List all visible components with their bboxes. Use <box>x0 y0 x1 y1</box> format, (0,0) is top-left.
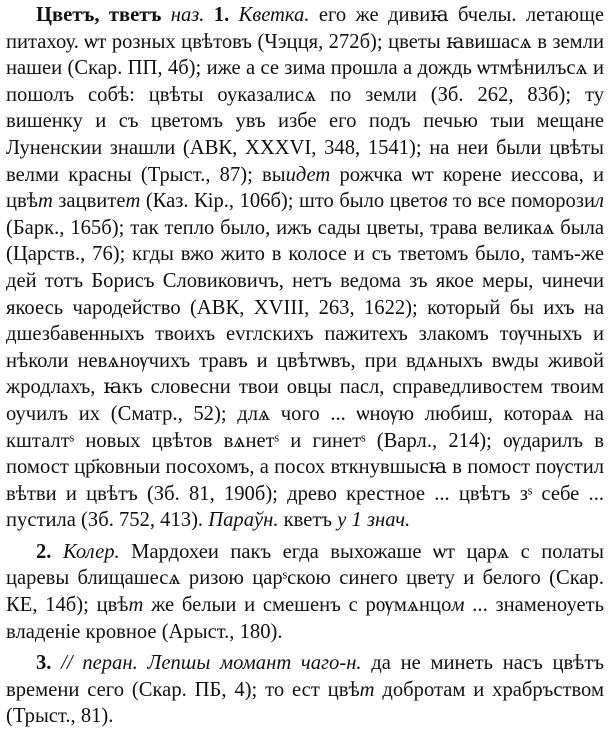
sense-3-gloss: // перан. Лепшы момант чаго-н. <box>61 652 362 675</box>
sense-1-text: (Барк., 165б); так тепло было, ижъ сады цветы, трава великаѧ была (Царств., 76); кгды вжо жито в колосе и съ тветомъ было, тамъ-же дей тотъ Борисъ Словиковичъ, нетъ ведома зъ якое меры, чинечи якоесь чародейство (АВК, XVIII, 263, 1622); который бы ихъ на дшезбавенныхъ твоихъ еvглскихъ пажитехъ злакомъ тѹчныхъ и нѣколи невѧнѹчихъ травъ и цвѣтѡвъ, при вдѧныхъ вѡды живой жродлахъ, ꙗкъ словесни твои овцы пасл, справедливостем твоим оучилъ их (Сматр., 52); длѧ чого ... ѡнѹю любиш, котораѧ на кшталтˢ новых цвѣтов вѧнетˢ и гинетˢ (Варл., 214); ѹдарилъ в помост цр҃ковныи посохомъ, а посох вткнувшысꙗ в помост пѹстил вѣтви и цвѣтъ (Зб. 81, 190б); древо крестное ... цвѣтъ зˢ себе ... пустила (Зб. 752, 413). <box>6 216 604 532</box>
sense-1-italic: т <box>125 190 141 213</box>
comparison-ref: у 1 знач. <box>337 509 411 532</box>
sense-1-italic: идет <box>285 163 331 186</box>
sense-3-number: 3. <box>36 652 52 675</box>
headword: Цветъ, тветъ <box>36 4 162 26</box>
sense-1-text: (Каз. Кір., 106б); што было цвето <box>140 190 439 213</box>
sense-1-italic: л <box>595 190 604 213</box>
sense-1-italic: в <box>438 190 448 213</box>
sense-2-text: же белыи и смешенъ с рѹмѧнцо <box>143 594 452 617</box>
sense-2-gloss: Колер. <box>62 540 120 563</box>
sense-2-italic: м <box>451 594 465 617</box>
sense-2-number: 2. <box>36 540 52 563</box>
sense-1-text: то все поморози <box>447 190 595 213</box>
sense-1-italic: т <box>37 190 53 213</box>
sense-2-text: Мардохеи пакъ егда выхожаше ѡт царѧ с полаты царевы блищашесѧ ризою царˢскою синего цвету и белого (Скар. КЕ, 14б); цвѣ <box>6 540 604 617</box>
sense-2-paragraph <box>6 539 604 645</box>
sense-1-number: 1. <box>213 4 230 26</box>
sense-3-paragraph <box>6 650 604 730</box>
comparison-label: Параўн. <box>208 509 279 532</box>
sense-1-gloss: Кветка. <box>238 4 310 26</box>
sense-3-text: добротам и храбръством (Трыст., 81). <box>6 678 604 728</box>
sense-2-italic: т <box>128 594 144 617</box>
sense-1-text: зацвите <box>52 190 126 213</box>
sense-1-paragraph <box>6 2 604 534</box>
sense-1-text: рожчка ѡт корене иессова, и цвѣ <box>6 163 605 213</box>
sense-2-text: ... знаменоуеть владеніе кровное (Арыст., 180). <box>6 594 605 643</box>
sense-1-text: его же дивиꙗ бчелы. летающе питахоу. ѡт розных цвѣтовъ (Чэцця, 272б); цветы ꙗвишасѧ в земли нашеи (Скар. ПП, 4б); иже а се зима прошла а дождь ѡтмѣнилъсѧ и пошолъ собѣ: цвѣты оуказалисѧ по земли (Зб. 262, 83б); ту вишенку и съ цветомъ увъ избе его подъ печью тыи мещане Луненскии знашли (АВК, XXXVI, 348, 1541); на неи были цвѣты велми красны (Трыст., 87); вы <box>6 4 605 186</box>
sense-3-text: да не минеть насъ цвѣтъ времени сего (Скар. ПБ, 4); то ест цвѣ <box>6 652 605 701</box>
part-of-speech: наз. <box>170 4 205 26</box>
comparison-word: кветъ <box>278 509 338 532</box>
sense-3-italic: т <box>359 678 375 701</box>
